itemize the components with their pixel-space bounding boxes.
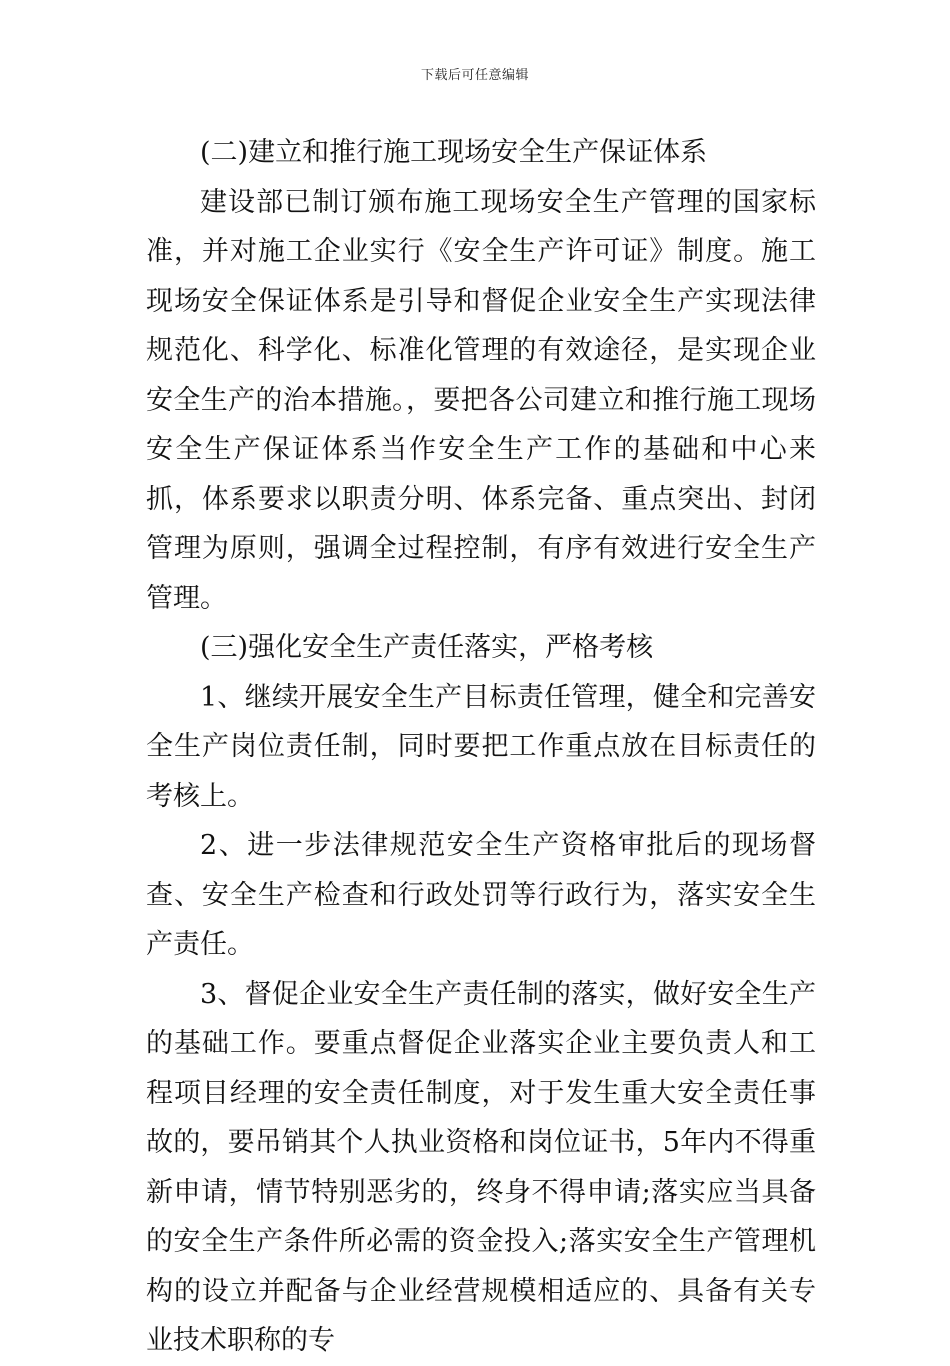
page-header-note: 下载后可任意编辑 — [420, 68, 529, 83]
section-heading-3: (三)强化安全生产责任落实，严格考核 — [200, 632, 654, 663]
body-paragraph: 建设部已制订颁布施工现场安全生产管理的国家标准，并对施工企业实行《安全生产许可证》制度。施工现场安全保证体系是引导和督促企业安全生产实现法律规范化、科学化、标准化管理的有效途径，是实现企业安全生产的治本措施。，要把各公司建立和推行施工现场安全生产保证体系当作安全生产工作的基础和中心来抓，体系要求以职责分明、体系完备、重点突出、封闭管理为原则，强调全过程控制，有序有效进行安全生产管理。 — [146, 186, 816, 614]
document-body — [146, 128, 816, 1366]
list-item-2: 2、进一步法律规范安全生产资格审批后的现场督查、安全生产检查和行政处罚等行政行为，落实安全生产责任。 — [146, 830, 816, 960]
list-item-3: 3、督促企业安全生产责任制的落实，做好安全生产的基础工作。要重点督促企业落实企业主要负责人和工程项目经理的安全责任制度，对于发生重大安全责任事故的，要吊销其个人执业资格和岗位证书，5年内不得重新申请，情节特别恶劣的，终身不得申请;落实应当具备的安全生产条件所必需的资金投入;落实安全生产管理机构的设立并配备与企业经营规模相适应的、具备有关专业技术职称的专 — [146, 978, 816, 1356]
section-heading-2: (二)建立和推行施工现场安全生产保证体系 — [200, 137, 708, 168]
list-item-1: 1、继续开展安全生产目标责任管理，健全和完善安全生产岗位责任制，同时要把工作重点放在目标责任的考核上。 — [146, 681, 816, 812]
